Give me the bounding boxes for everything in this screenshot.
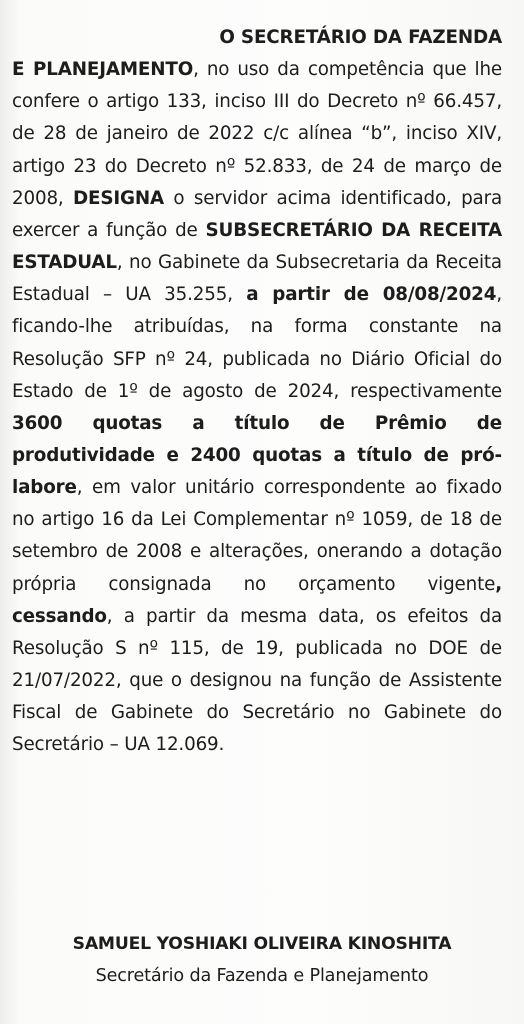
- text-segment: , no Gabinete da Subsecretaria da Receita Estadual – UA 35.255,: [12, 252, 502, 306]
- signatory-name: SAMUEL YOSHIAKI OLIVEIRA KINOSHITA: [72, 934, 452, 954]
- text-segment-bold: , cessando: [12, 573, 502, 627]
- text-segment: o servidor acima identificado, para exercer a função de: [12, 187, 502, 241]
- signatory-role: Secretário da Fazenda e Planejamento: [95, 966, 429, 986]
- text-segment: , a partir da mesma data, os efeitos da Resolução S nº 115, de 19, publicada no DOE de 21/07/2022, que o designou na função de Assistente Fiscal de Gabinete do Secretário no Gabinete do Secretário – UA 12.069.: [12, 605, 502, 756]
- document-body: [12, 22, 502, 762]
- document-heading: O SECRETÁRIO DA FAZENDA: [219, 27, 502, 48]
- text-segment-bold: DESIGNA: [72, 187, 165, 209]
- text-segment-bold: E PLANEJAMENTO: [12, 59, 194, 81]
- resolution-paragraph: [12, 54, 502, 761]
- signature-block: [0, 928, 524, 992]
- text-segment-bold: 3600 quotas a título de Prêmio de produtividade e 2400 quotas a título de pró-labore: [12, 412, 502, 499]
- text-segment: , no uso da competência que lhe confere o artigo 133, inciso III do Decreto nº 66.457, de 28 de janeiro de 2022 c/c alínea “b”, inciso XIV, artigo 23 do Decreto nº 52.833, de 24 de março de 2008,: [12, 59, 503, 209]
- text-segment-bold: SUBSECRETÁRIO DA RECEITA ESTADUAL: [12, 219, 502, 274]
- text-segment-bold: a partir de 08/08/2024: [246, 284, 497, 306]
- text-segment: , ficando-lhe atribuídas, na forma constante na Resolução SFP nº 24, publicada no Diário Oficial do Estado de 1º de agosto de 2024, respectivamente: [12, 284, 502, 402]
- text-segment: , em valor unitário correspondente ao fixado no artigo 16 da Lei Complementar nº 1059, de 18 de setembro de 2008 e alterações, onerando a dotação própria consignada no orçamento vigente: [12, 477, 502, 595]
